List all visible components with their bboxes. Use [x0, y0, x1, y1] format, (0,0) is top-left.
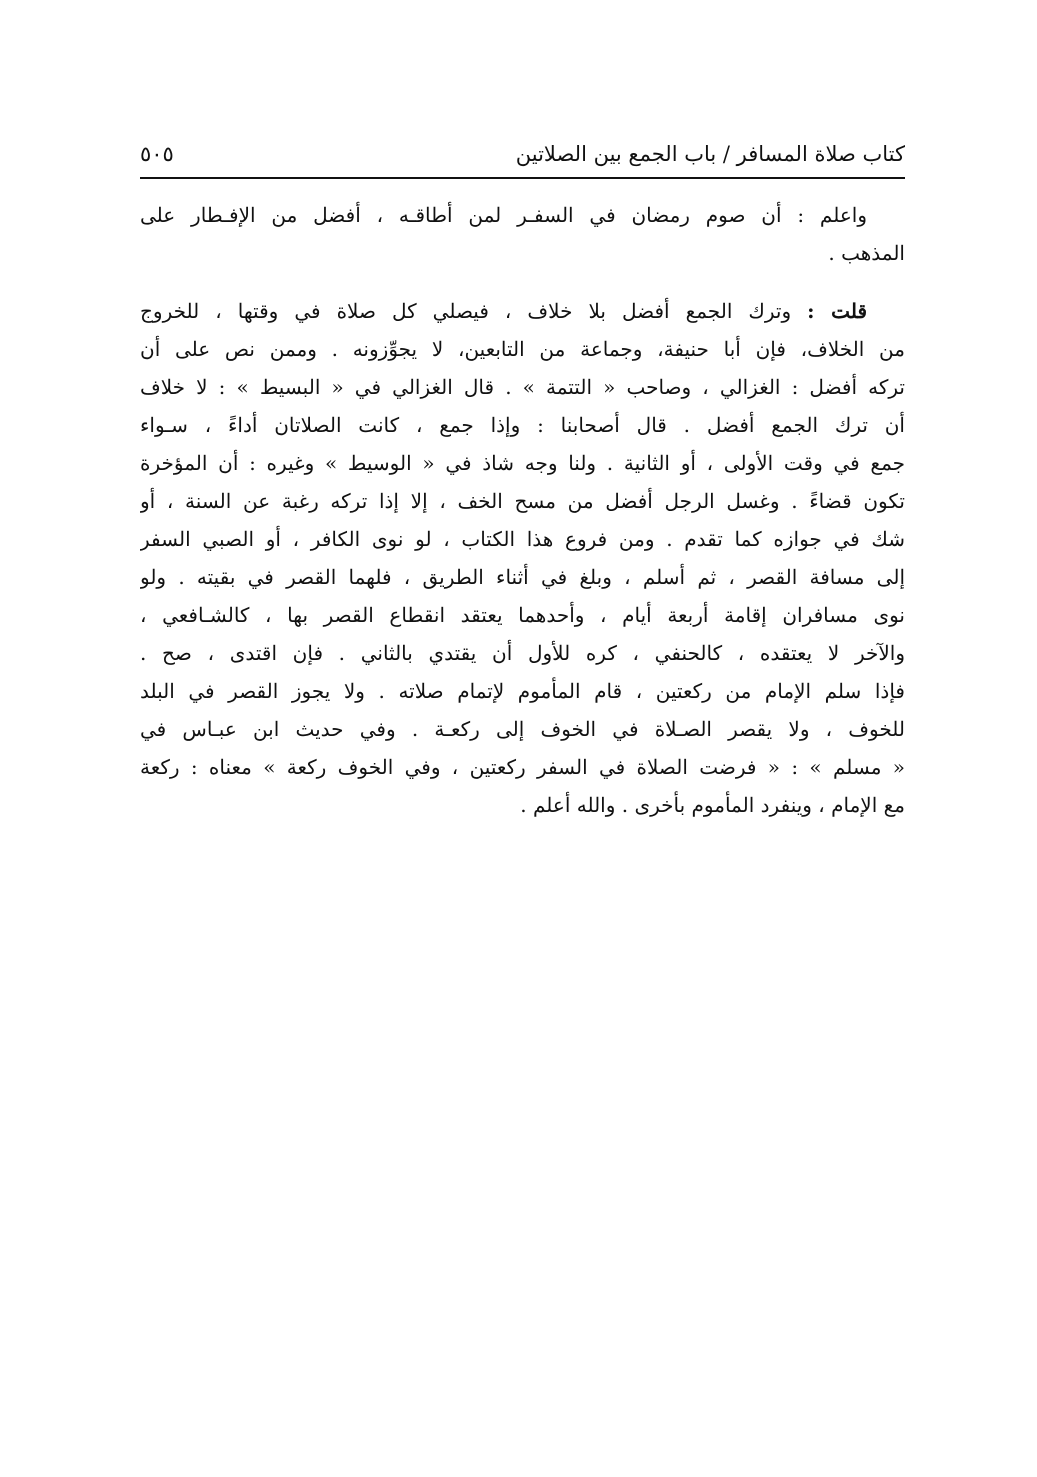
paragraph-2-line: تركه أفضل : الغزالي ، وصاحب « التتمة » . قال الغزالي في « البسيط » : لا خلاف: [140, 375, 905, 399]
paragraph-2-line: شك في جوازه كما تقدم . ومن فروع هذا الكتاب ، لو نوى الكافر ، أو الصبي السفر: [140, 527, 905, 551]
body-text: [140, 196, 905, 824]
paragraph-2-line-text: وترك الجمع أفضل بلا خلاف ، فيصلي كل صلاة في وقتها ، للخروج: [140, 299, 792, 323]
paragraph-2-line: من الخلاف، فإن أبا حنيفة، وجماعة من التابعين، لا يجوِّزونه . وممن نص على أن: [140, 337, 905, 361]
paragraph-1-line: واعلم : أن صوم رمضان في السفـر لمن أطاقـه ، أفضل من الإفـطار على: [140, 203, 867, 227]
paragraph-2-line: « مسلم » : « فرضت الصلاة في السفر ركعتين ، وفي الخوف ركعة » معناه : ركعة: [140, 755, 905, 779]
paragraph-2-line: مع الإمام ، وينفرد المأموم بأخرى . والله أعلم .: [520, 793, 905, 817]
running-header: [140, 138, 905, 178]
page-number: ٥٠٥: [140, 142, 174, 166]
paragraph-1-line: المذهب .: [828, 241, 905, 265]
paragraph-2-line: [140, 292, 905, 330]
header-rule: [140, 177, 905, 179]
paragraph-2-line: أن ترك الجمع أفضل . قال أصحابنا : وإذا جمع ، كانت الصلاتان أداءً ، سـواء: [140, 413, 905, 437]
header-title: كتاب صلاة المسافر / باب الجمع بين الصلاتين: [515, 142, 905, 166]
paragraph-2-line: فإذا سلم الإمام من ركعتين ، قام المأموم لإتمام صلاته . ولا يجوز القصر في البلد: [140, 679, 905, 703]
paragraph-2-line: إلى مسافة القصر ، ثم أسلم ، وبلغ في أثناء الطريق ، فلهما القصر في بقيته . ولو: [140, 565, 905, 589]
paragraph-2-line: والآخر لا يعتقده ، كالحنفي ، كره للأول أن يقتدي بالثاني . فإن اقتدى ، صح .: [140, 641, 905, 665]
paragraph-2-lead: قلت :: [807, 299, 868, 323]
paragraph-2-line: تكون قضاءً . وغسل الرجل أفضل من مسح الخف ، إلا إذا تركه رغبة عن السنة ، أو: [140, 489, 905, 513]
paragraph-2-line: للخوف ، ولا يقصر الصـلاة في الخوف إلى ركعـة . وفي حديث ابن عبـاس في: [140, 717, 905, 741]
paragraph-2-line: نوى مسافران إقامة أربعة أيام ، وأحدهما يعتقد انقطاع القصر بها ، كالشـافعي ،: [140, 603, 905, 627]
paragraph-gap: [140, 272, 905, 292]
paragraph-2-line: جمع في وقت الأولى ، أو الثانية . ولنا وجه شاذ في « الوسيط » وغيره : أن المؤخرة: [140, 451, 905, 475]
